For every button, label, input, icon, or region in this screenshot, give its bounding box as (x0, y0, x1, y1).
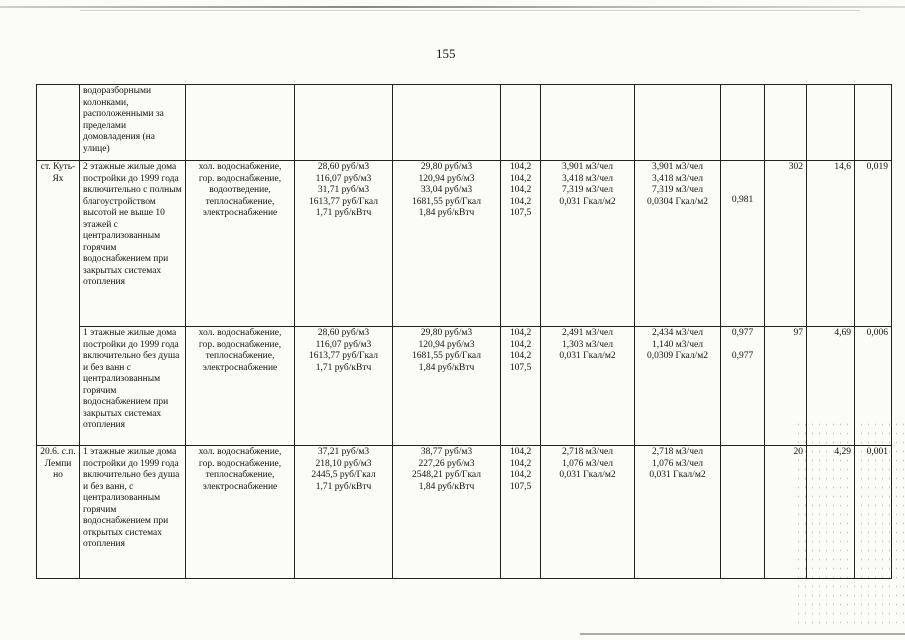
tariff-value: 1,84 руб/кВтч (418, 208, 475, 218)
tariff-value: 1681,55 руб/Гкал (412, 196, 481, 207)
description-cell: 2 этажные жилые дома постройки до 1999 года включительно с полным благоустройством высотой не выше 10 этажей с централизованным горячим водоснабжением при закрытых системах отопления (80, 161, 186, 327)
index-value: 107,5 (509, 481, 532, 492)
tariff-old-cell (295, 161, 393, 327)
services-cell (186, 446, 295, 579)
index-value: 104,2 (509, 339, 532, 350)
count-cell: 97 (765, 327, 807, 446)
table-cell (541, 85, 635, 161)
service-line: электроснабжение (202, 208, 278, 218)
tariff-value: 116,07 руб/м3 (315, 173, 372, 184)
norm-value: 2,491 м3/чел (562, 328, 613, 338)
locality-cell (37, 327, 80, 446)
norm-value: 0,031 Гкал/м2 (559, 351, 616, 361)
tariff-old-cell (295, 446, 393, 579)
norm-value: 3,901 м3/чел (562, 162, 613, 172)
index-cell (501, 446, 541, 579)
tariff-value: 1,84 руб/кВтч (418, 362, 475, 373)
service-line: гор. водоснабжение, (198, 458, 282, 469)
coef-value: 0,977 (731, 328, 754, 338)
scan-edge-top (0, 6, 905, 8)
coef-value: 0,981 (731, 195, 754, 205)
tariff-value: 28,60 руб/м3 (317, 162, 370, 172)
norm-value: 2,718 м3/чел (562, 447, 613, 457)
tariff-new-cell (393, 327, 501, 446)
service-line: водоотведение, (209, 185, 271, 195)
tariff-value: 2445,5 руб/Гкал (311, 470, 376, 480)
table-cell (855, 85, 892, 161)
norm-value: 0,0309 Гкал/м2 (647, 351, 708, 361)
norm-value: 7,319 м3/чел (652, 185, 703, 195)
tariff-value: 38,77 руб/м3 (420, 447, 473, 457)
table-cell (807, 85, 855, 161)
norm-old-cell (541, 161, 635, 327)
index-value: 104,2 (509, 173, 532, 184)
count-cell: 302 (765, 161, 807, 327)
norm-new-cell (635, 327, 721, 446)
tariff-value: 2548,21 руб/Гкал (412, 470, 481, 480)
norm-value: 2,434 м3/чел (652, 328, 703, 338)
percent-cell: 4,29 (807, 446, 855, 579)
norm-value: 1,140 м3/чел (652, 339, 703, 350)
index-value: 104,2 (509, 470, 532, 480)
table-cell (721, 85, 765, 161)
service-line: теплоснабжение, (205, 196, 275, 207)
tariff-value: 1681,55 руб/Гкал (412, 351, 481, 361)
table-cell (635, 85, 721, 161)
tariff-new-cell (393, 446, 501, 579)
norm-value: 0,0304 Гкал/м2 (647, 196, 708, 207)
index-cell (501, 327, 541, 446)
norm-value: 0,031 Гкал/м2 (649, 470, 706, 480)
description-cell: 1 этажные жилые дома постройки до 1999 года включительно без душа и без ванн, с централизованным горячим водоснабжением при открытых системах отопления (80, 446, 186, 579)
service-line: гор. водоснабжение, (198, 173, 282, 184)
tariff-value: 29,80 руб/м3 (420, 328, 473, 338)
coef-cell (721, 161, 765, 327)
tariff-value: 1,84 руб/кВтч (418, 481, 475, 492)
index-value: 104,2 (509, 196, 532, 207)
service-line: теплоснабжение, (205, 351, 275, 361)
tariff-value: 218,10 руб/м3 (315, 458, 372, 469)
norm-value: 7,319 м3/чел (562, 185, 613, 195)
coef-cell (721, 446, 765, 579)
tariff-value: 116,07 руб/м3 (315, 339, 372, 350)
index-cell (501, 161, 541, 327)
tariff-value: 33,04 руб/м3 (420, 185, 473, 195)
percent-cell: 14,6 (807, 161, 855, 327)
locality-cell: 20.6. с.п. Лемпи но (37, 446, 80, 579)
tariff-value: 1613,77 руб/Гкал (309, 196, 378, 207)
coef-value: 0,977 (731, 351, 754, 361)
table-cell (295, 85, 393, 161)
norm-value: 3,418 м3/чел (652, 173, 703, 184)
tariff-value: 1,71 руб/кВтч (315, 481, 372, 492)
scan-edge-bottom (580, 633, 905, 635)
norm-value: 2,718 м3/чел (652, 447, 703, 457)
share-cell: 0,001 (855, 446, 892, 579)
norm-old-cell (541, 446, 635, 579)
service-line: теплоснабжение, (205, 470, 275, 480)
norm-value: 1,076 м3/чел (652, 458, 703, 469)
index-value: 104,2 (509, 162, 532, 172)
tariff-value: 1613,77 руб/Гкал (309, 351, 378, 361)
index-value: 104,2 (509, 351, 532, 361)
service-line: хол. водоснабжение, (198, 162, 282, 172)
service-line: гор. водоснабжение, (198, 339, 282, 350)
norm-value: 0,031 Гкал/м2 (559, 196, 616, 207)
tariff-table (36, 84, 892, 579)
services-cell (186, 161, 295, 327)
scan-edge-line (80, 10, 860, 11)
norm-value: 1,303 м3/чел (562, 339, 613, 350)
norm-value: 0,031 Гкал/м2 (559, 470, 616, 480)
norm-value: 3,901 м3/чел (652, 162, 703, 172)
percent-cell: 4,69 (807, 327, 855, 446)
service-line: электроснабжение (202, 362, 278, 373)
tariff-value: 31,71 руб/м3 (317, 185, 370, 195)
index-value: 104,2 (509, 185, 532, 195)
page-number: 155 (436, 46, 456, 61)
table-row (37, 446, 892, 579)
index-value: 107,5 (509, 208, 532, 218)
norm-old-cell (541, 327, 635, 446)
table-cell (393, 85, 501, 161)
table-row (37, 85, 892, 161)
table-cell (765, 85, 807, 161)
services-cell (186, 327, 295, 446)
tariff-value: 28,60 руб/м3 (317, 328, 370, 338)
index-value: 107,5 (509, 362, 532, 373)
table-cell (186, 85, 295, 161)
share-cell: 0,006 (855, 327, 892, 446)
table-row (37, 327, 892, 446)
tariff-value: 120,94 руб/м3 (418, 173, 475, 184)
index-value: 104,2 (509, 458, 532, 469)
continuation-cell: водоразборными колонками, расположенными за пределами домовладения (на улице) (80, 85, 186, 161)
coef-cell (721, 327, 765, 446)
table-cell (37, 85, 80, 161)
description-cell: 1 этажные жилые дома постройки до 1999 года включительно без душа и без ванн с централизованным горячим водоснабжением при закрытых системах отопления (80, 327, 186, 446)
table-cell (501, 85, 541, 161)
service-line: электроснабжение (202, 481, 278, 492)
service-line: хол. водоснабжение, (198, 328, 282, 338)
norm-new-cell (635, 446, 721, 579)
count-cell: 20 (765, 446, 807, 579)
index-value: 104,2 (509, 447, 532, 457)
tariff-value: 1,71 руб/кВтч (315, 208, 372, 218)
norm-new-cell (635, 161, 721, 327)
tariff-old-cell (295, 327, 393, 446)
index-value: 104,2 (509, 328, 532, 338)
table-row (37, 161, 892, 327)
tariff-value: 120,94 руб/м3 (418, 339, 475, 350)
norm-value: 3,418 м3/чел (562, 173, 613, 184)
tariff-new-cell (393, 161, 501, 327)
tariff-value: 227,26 руб/м3 (418, 458, 475, 469)
locality-cell: ст. Куть-Ях (37, 161, 80, 327)
norm-value: 1,076 м3/чел (562, 458, 613, 469)
coef-spacer (724, 340, 761, 352)
service-line: хол. водоснабжение, (198, 447, 282, 457)
tariff-value: 37,21 руб/м3 (317, 447, 370, 457)
share-cell: 0,019 (855, 161, 892, 327)
tariff-value: 1,71 руб/кВтч (315, 362, 372, 373)
tariff-value: 29,80 руб/м3 (420, 162, 473, 172)
